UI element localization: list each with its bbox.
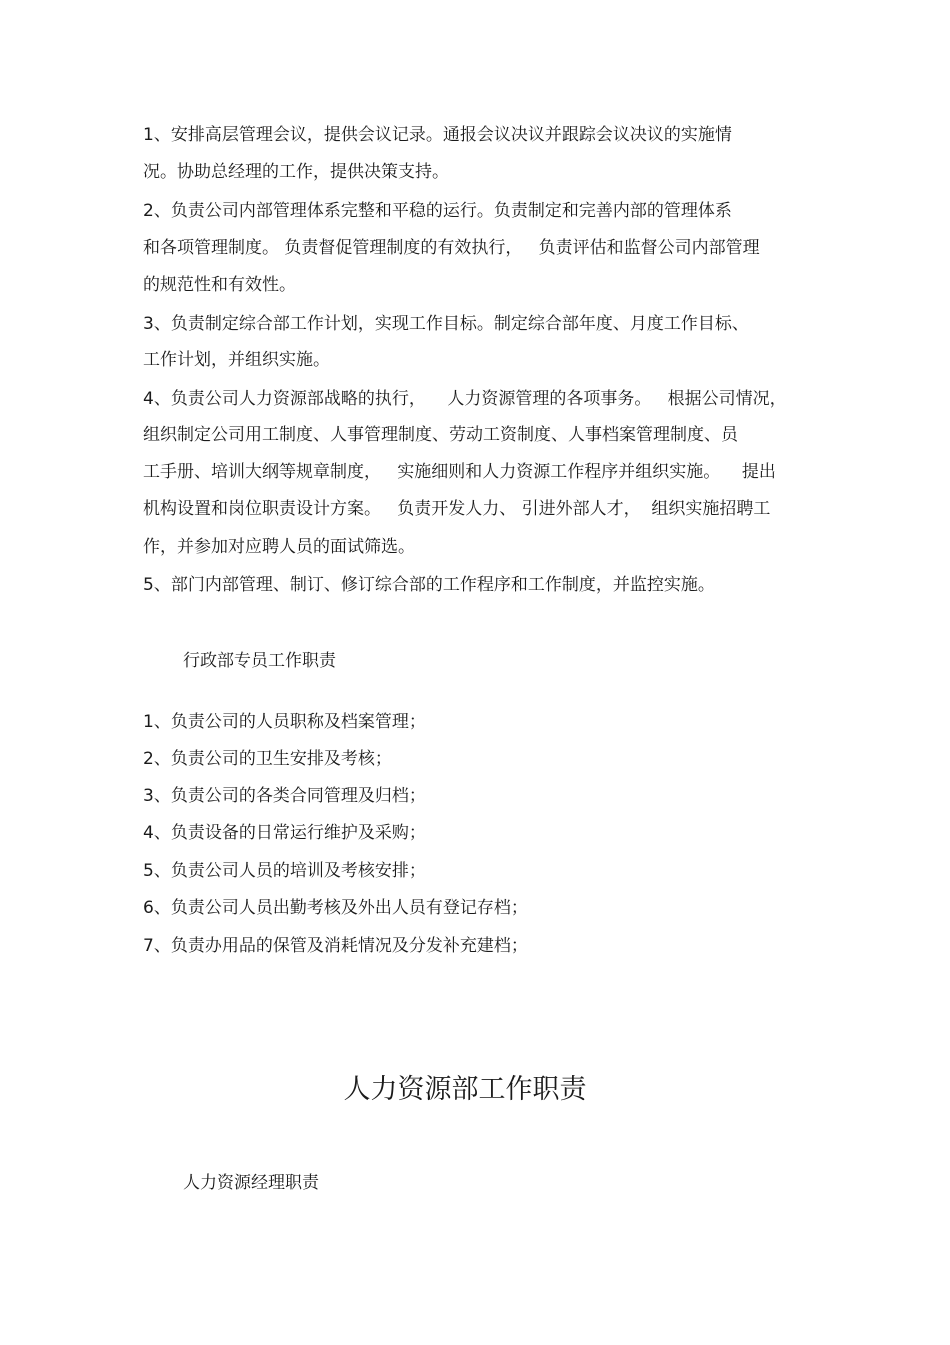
- paragraph-line: 和各项管理制度。 负责督促管理制度的有效执行， 负责评估和监督公司内部管理: [143, 238, 760, 258]
- paragraph-line: 作，并参加对应聘人员的面试筛选。: [143, 537, 415, 557]
- paragraph-line: 机构设置和岗位职责设计方案。 负责开发人力、 引进外部人才， 组织实施招聘工: [143, 499, 771, 519]
- paragraph-line: 1、安排高层管理会议，提供会议记录。通报会议决议并跟踪会议决议的实施情: [143, 125, 732, 145]
- paragraph-line: 2、负责公司内部管理体系完整和平稳的运行。负责制定和完善内部的管理体系: [143, 201, 732, 221]
- list-item: 5、负责公司人员的培训及考核安排；: [143, 861, 426, 881]
- paragraph-line: 4、负责公司人力资源部战略的执行， 人力资源管理的各项事务。 根据公司情况，: [143, 389, 787, 409]
- list-item: 1、负责公司的人员职称及档案管理；: [143, 712, 426, 732]
- list-item: 7、负责办用品的保管及消耗情况及分发补充建档；: [143, 936, 528, 956]
- list-item: 2、负责公司的卫生安排及考核；: [143, 749, 392, 769]
- paragraph-line: 工手册、培训大纲等规章制度， 实施细则和人力资源工作程序并组织实施。 提出: [143, 462, 776, 482]
- paragraph-line: 3、负责制定综合部工作计划，实现工作目标。制定综合部年度、月度工作目标、: [143, 314, 749, 334]
- paragraph-line: 工作计划，并组织实施。: [143, 350, 330, 370]
- section-heading-admin: 行政部专员工作职责: [183, 651, 336, 671]
- list-item: 6、负责公司人员出勤考核及外出人员有登记存档；: [143, 898, 528, 918]
- paragraph-line: 组织制定公司用工制度、人事管理制度、劳动工资制度、人事档案管理制度、员: [143, 425, 738, 445]
- paragraph-line: 5、部门内部管理、制订、修订综合部的工作程序和工作制度，并监控实施。: [143, 575, 715, 595]
- paragraph-line: 况。协助总经理的工作，提供决策支持。: [143, 162, 449, 182]
- paragraph-line: 的规范性和有效性。: [143, 275, 296, 295]
- page-title: 人力资源部工作职责: [343, 1074, 587, 1105]
- list-item: 3、负责公司的各类合同管理及归档；: [143, 786, 426, 806]
- list-item: 4、负责设备的日常运行维护及采购；: [143, 823, 426, 843]
- section-heading-hr-manager: 人力资源经理职责: [183, 1173, 319, 1193]
